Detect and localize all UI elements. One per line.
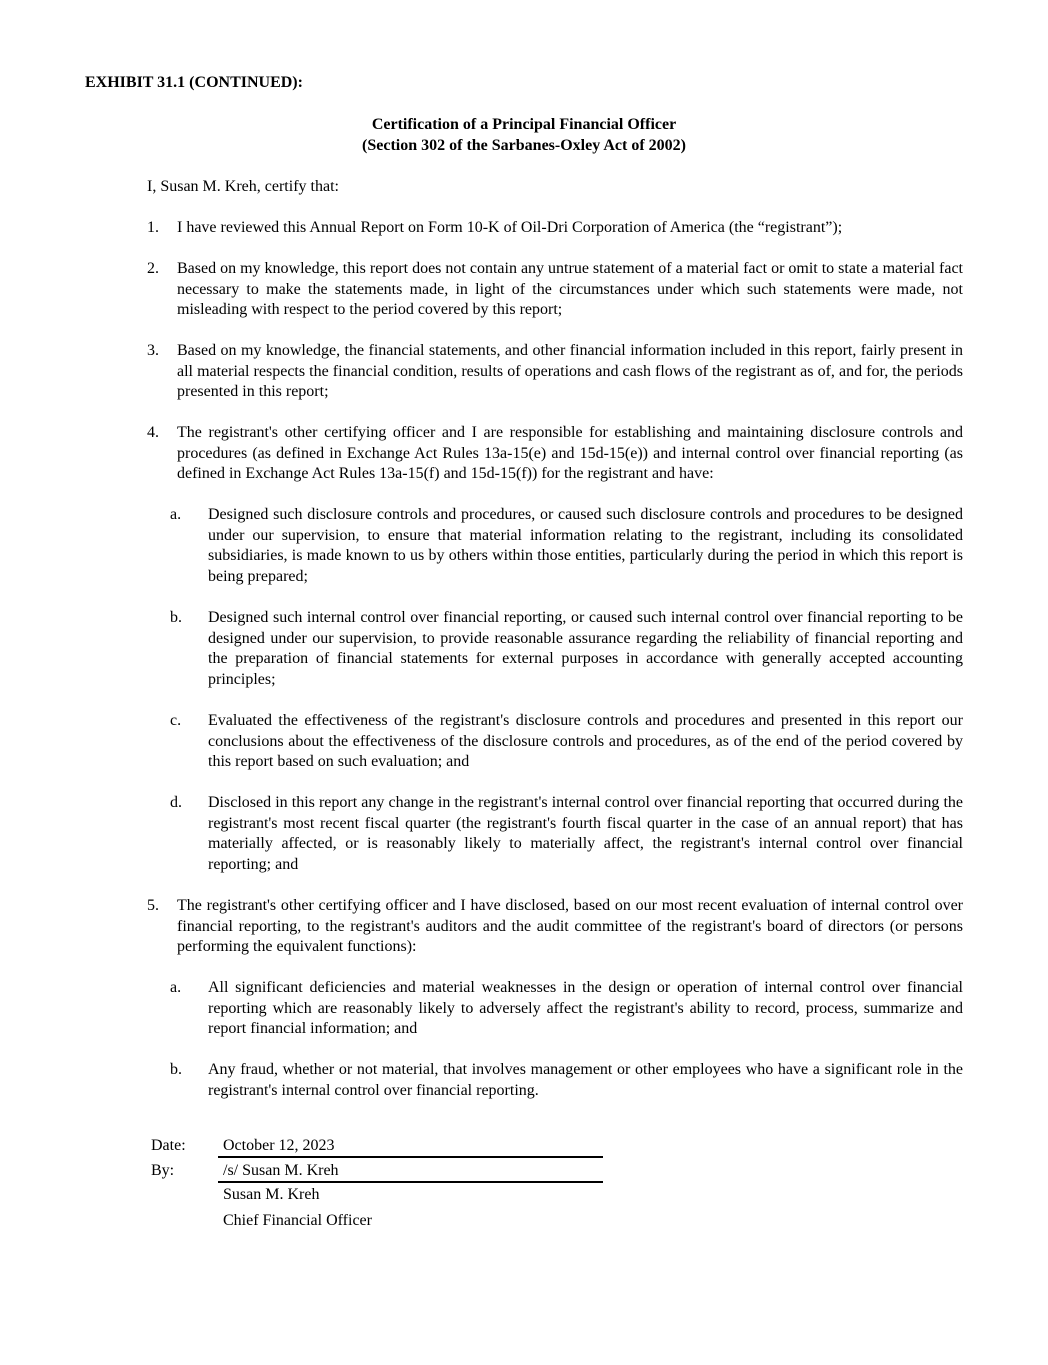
item-number: 4. xyxy=(147,424,159,441)
sub-item-letter: b. xyxy=(170,1061,182,1078)
item-number: 3. xyxy=(147,342,159,359)
list-item xyxy=(147,341,963,403)
sub-list-item xyxy=(170,608,963,690)
item-number: 5. xyxy=(147,897,159,914)
sub-item-text: Designed such disclosure controls and procedures, or caused such disclosure controls and procedures to be designed under our supervision, to ensure that material information relating to the registrant, including its consolidated subsidiaries, is made known to us by others within those entities, particularly during the period in which this report is being prepared; xyxy=(208,506,963,585)
title-line-1: Certification of a Principal Financial Officer xyxy=(371,116,677,133)
signer-title: Chief Financial Officer xyxy=(223,1212,372,1229)
list-item xyxy=(147,218,963,239)
item-text: I have reviewed this Annual Report on Form 10-K of Oil-Dri Corporation of America (the “registrant”); xyxy=(177,219,843,236)
item-number: 1. xyxy=(147,219,159,236)
sub-list-item xyxy=(170,793,963,875)
exhibit-heading: EXHIBIT 31.1 (CONTINUED): xyxy=(85,74,303,91)
sub-item-letter: a. xyxy=(170,979,182,996)
list-item xyxy=(147,423,963,485)
sub-item-text: All significant deficiencies and material weaknesses in the design or operation of internal control over financial reporting which are reasonably likely to adversely affect the registrant's ability to record, process, summarize and report financial information; and xyxy=(208,979,963,1037)
date-label: Date: xyxy=(151,1137,186,1154)
sub-item-letter: b. xyxy=(170,609,182,626)
certification-title xyxy=(0,115,1048,156)
sub-item-text: Designed such internal control over financial reporting, or caused such internal control over financial reporting to be designed under our supervision, to provide reasonable assurance regarding the reliability of financial reporting and the preparation of financial statements for external purposes in accordance with generally accepted accounting principles; xyxy=(208,609,963,688)
signer-name: Susan M. Kreh xyxy=(223,1186,320,1203)
intro-statement: I, Susan M. Kreh, certify that: xyxy=(147,178,339,195)
item-text: The registrant's other certifying officer and I have disclosed, based on our most recent evaluation of internal control over financial reporting, to the registrant's auditors and the audit committee of the registrant's board of directors (or persons performing the equivalent functions): xyxy=(177,897,963,955)
title-line-2: (Section 302 of the Sarbanes-Oxley Act of 2002) xyxy=(362,136,686,154)
sub-list-item xyxy=(170,1060,963,1101)
sub-item-letter: d. xyxy=(170,794,182,811)
list-item xyxy=(147,896,963,958)
sub-item-letter: a. xyxy=(170,506,182,523)
sub-list-item xyxy=(170,505,963,587)
signature-value: /s/ Susan M. Kreh xyxy=(218,1161,603,1183)
item-text: Based on my knowledge, the financial statements, and other financial information included in this report, fairly present in all material respects the financial condition, results of operations and cash flows of the registrant as of, and for, the periods presented in this report; xyxy=(177,342,963,400)
item-number: 2. xyxy=(147,260,159,277)
sub-item-text: Any fraud, whether or not material, that involves management or other employees who have a significant role in the registrant's internal control over financial reporting. xyxy=(208,1061,963,1099)
item-text: The registrant's other certifying officer and I are responsible for establishing and maintaining disclosure controls and procedures (as defined in Exchange Act Rules 13a-15(e) and 15d-15(e)) and internal control over financial reporting (as defined in Exchange Act Rules 13a-15(f) and 15d-15(f)) for the registrant and have: xyxy=(177,424,963,482)
sub-item-text: Evaluated the effectiveness of the registrant's disclosure controls and procedures and presented in this report our conclusions about the effectiveness of the disclosure controls and procedures, as of the end of the period covered by this report based on such evaluation; and xyxy=(208,712,963,770)
item-text: Based on my knowledge, this report does not contain any untrue statement of a material fact or omit to state a material fact necessary to make the statements made, in light of the circumstances under which such statements were made, not misleading with respect to the period covered by this report; xyxy=(177,260,963,318)
sub-list-item xyxy=(170,711,963,773)
sub-item-text: Disclosed in this report any change in the registrant's internal control over financial reporting that occurred during the registrant's most recent fiscal quarter (the registrant's fourth fiscal quarter in the case of an annual report) that has materially affected, or is reasonably likely to materially affect, the registrant's internal control over financial reporting; and xyxy=(208,794,963,873)
sub-item-letter: c. xyxy=(170,712,182,729)
by-label: By: xyxy=(151,1162,175,1179)
sub-list-item xyxy=(170,978,963,1040)
list-item xyxy=(147,259,963,321)
date-value: October 12, 2023 xyxy=(218,1136,603,1158)
